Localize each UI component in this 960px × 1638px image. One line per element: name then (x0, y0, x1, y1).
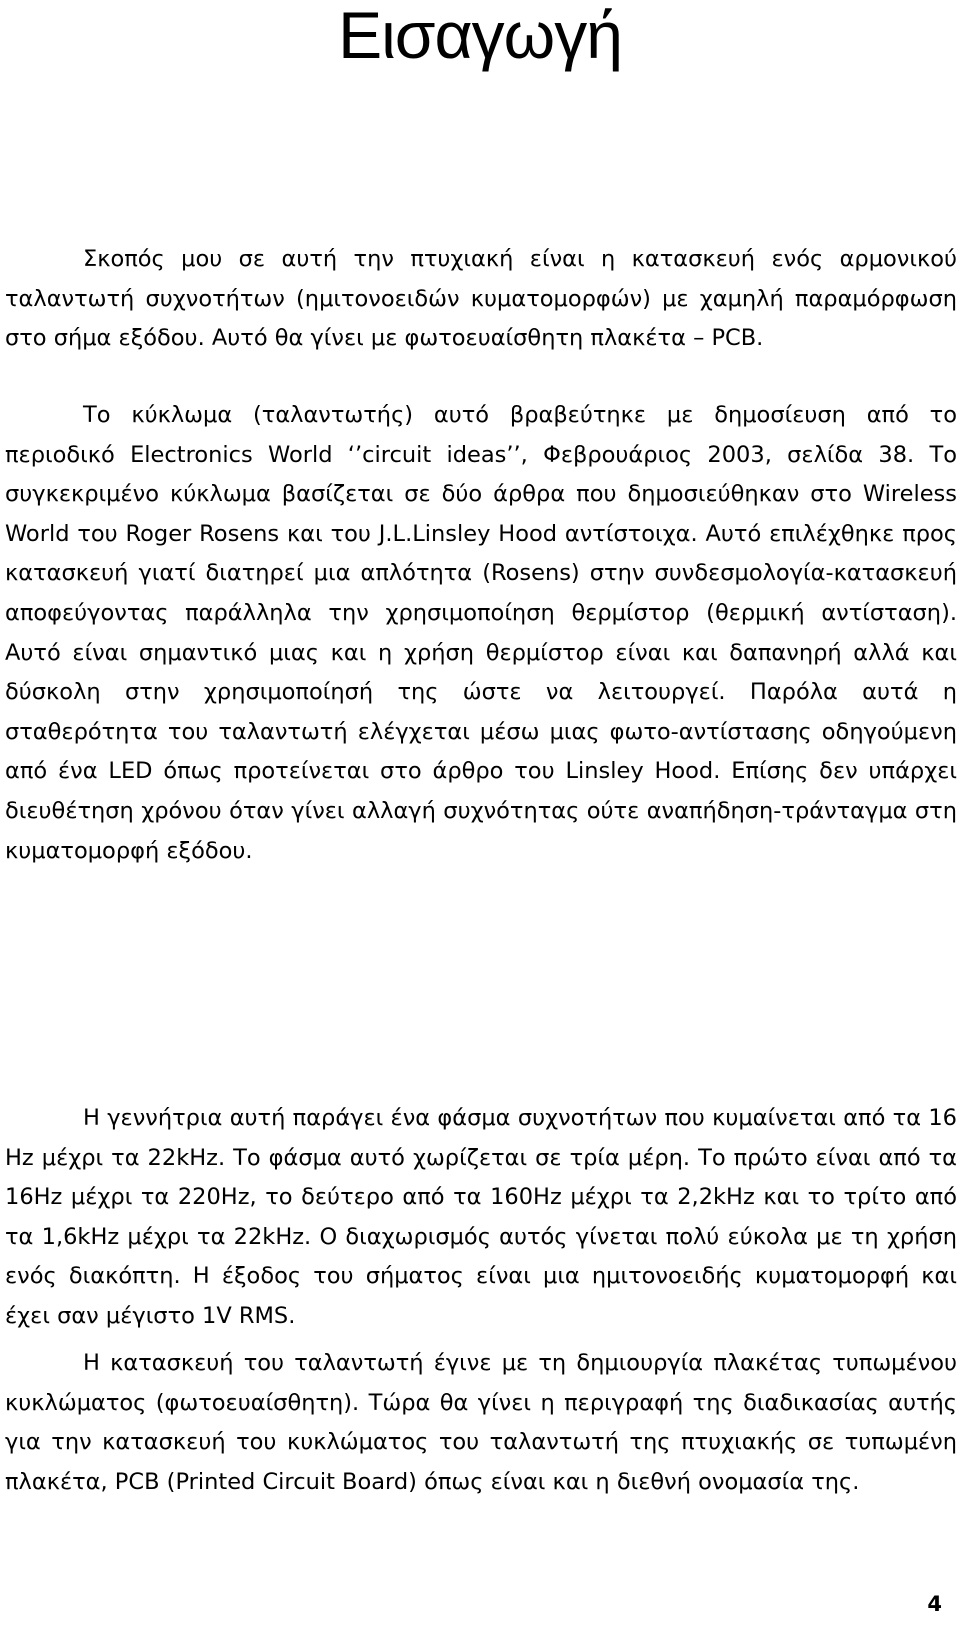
page-number: 4 (927, 1592, 942, 1616)
paragraph-frequency-range: Η γεννήτρια αυτή παράγει ένα φάσμα συχνοτήτων που κυμαίνεται από τα 16 Hz μέχρι τα 22kHz. Το φάσμα αυτό χωρίζεται σε τρία μέρη. Το πρώτο είναι από τα 16Hz μέχρι τα 220Hz, το δεύτερο από τα 160Hz μέχρι τα 2,2kHz και το τρίτο από τα 1,6kHz μέχρι τα 22kHz. Ο διαχωρισμός αυτός γίνεται πολύ εύκολα με τη χρήση ενός διακόπτη. Η έξοδος του σήματος είναι μια ημιτονοειδής κυματομορφή και έχει σαν μέγιστο 1V RMS. (5, 1105, 957, 1329)
paragraph-pcb-construction: Η κατασκευή του ταλαντωτή έγινε με τη δημιουργία πλακέτας τυπωμένου κυκλώματος (φωτοευαίσθητη). Τώρα θα γίνει η περιγραφή της διαδικασίας αυτής για την κατασκευή του κυκλώματος του ταλαντωτή της πτυχιακής σε τυπωμένη πλακέτα, PCB (Printed Circuit Board) όπως είναι και η διεθνή ονομασία της. (5, 1350, 957, 1495)
page-title: Εισαγωγή (338, 0, 622, 72)
paragraph-circuit-origin: Το κύκλωμα (ταλαντωτής) αυτό βραβεύτηκε με δημοσίευση από το περιοδικό Electronics World ‘’circuit ideas’’, Φεβρουάριος 2003, σελίδα 38. Το συγκεκριμένο κύκλωμα βασίζεται σε δύο άρθρα που δημοσιεύθηκαν στο Wireless World του Roger Rosens και του J.L.Linsley Hood αντίστοιχα. Αυτό επιλέχθηκε προς κατασκευή γιατί διατηρεί μια απλότητα (Rosens) στην συνδεσμολογία-κατασκευή αποφεύγοντας παράλληλα την χρησιμοποίηση θερμίστορ (θερμική αντίσταση). Αυτό είναι σημαντικό μιας και η χρήση θερμίστορ είναι και δαπανηρή αλλά και δύσκολη στην χρησιμοποίησή της ώστε να λειτουργεί. Παρόλα αυτά η σταθερότητα του ταλαντωτή ελέγχεται μέσω μιας φωτο-αντίστασης οδηγούμενη από ένα LED όπως προτείνεται στο άρθρο του Linsley Hood. Επίσης δεν υπάρχει διευθέτηση χρόνου όταν γίνει αλλαγή συχνότητας ούτε αναπήδηση-τράνταγμα στη κυματομορφή εξόδου. (5, 402, 957, 864)
paragraph-purpose: Σκοπός μου σε αυτή την πτυχιακή είναι η κατασκευή ενός αρμονικού ταλαντωτή συχνοτήτων (ημιτονοειδών κυματομορφών) με χαμηλή παραμόρφωση στο σήμα εξόδου. Αυτό θα γίνει με φωτοευαίσθητη πλακέτα – PCB. (5, 246, 957, 352)
